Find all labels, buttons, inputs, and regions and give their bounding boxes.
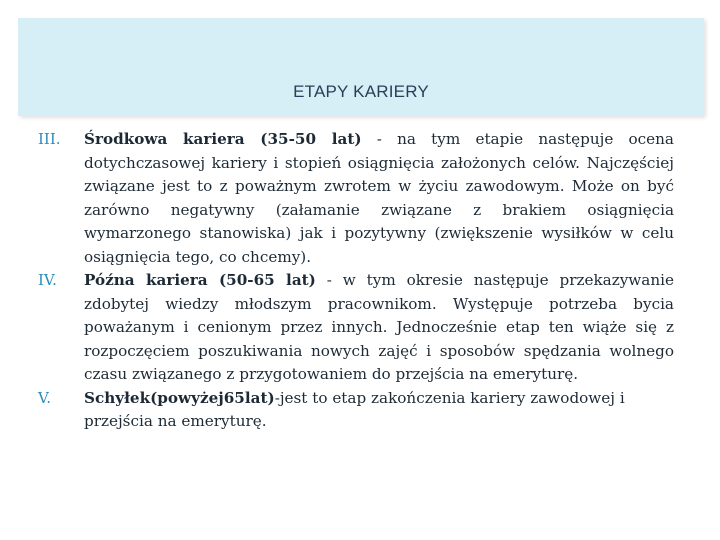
- list-numeral: III.: [38, 130, 61, 148]
- list-item-stage-3: [38, 128, 674, 269]
- stage-heading: Schyłek(powyżej65lat): [84, 388, 275, 407]
- stage-heading: Późna kariera (50-65 lat): [84, 271, 316, 289]
- stage-description: - w tym okresie następuje przekazywanie zdobytej wiedzy młodszym pracownikom. Występuje potrzeba bycia poważanym i cenionym przez innych. Jednocześnie etap ten wiąże się z rozpoczęciem poszukiwania nowych zajęć i sposobów spędzania wolnego czasu związanego z przygotowaniem do przejścia na emeryturę.: [84, 271, 674, 383]
- stage-description: - na tym etapie następuje ocena dotychczasowej kariery i stopień osiągnięcia założonych celów. Najczęściej związane jest to z poważnym zwrotem w życiu zawodowym. Może on być zarówno negatywny (załamanie związane z brakiem osiągnięcia wymarzonego stanowiska) jak i pozytywny (zwiększenie wysiłków w celu osiągnięcia tego, co chcemy).: [84, 130, 674, 266]
- stage-heading: Środkowa kariera (35-50 lat): [84, 130, 362, 148]
- list-numeral: V.: [38, 388, 51, 407]
- list-item-stage-4: [38, 269, 674, 387]
- slide-title: ETAPY KARIERY: [293, 82, 429, 101]
- career-stages-list: [38, 128, 674, 434]
- stage-description: -jest to etap zakończenia kariery zawodowej i przejścia na emeryturę.: [84, 388, 625, 430]
- list-numeral: IV.: [38, 271, 57, 289]
- list-item-stage-5: [38, 387, 674, 434]
- title-banner: [18, 18, 704, 116]
